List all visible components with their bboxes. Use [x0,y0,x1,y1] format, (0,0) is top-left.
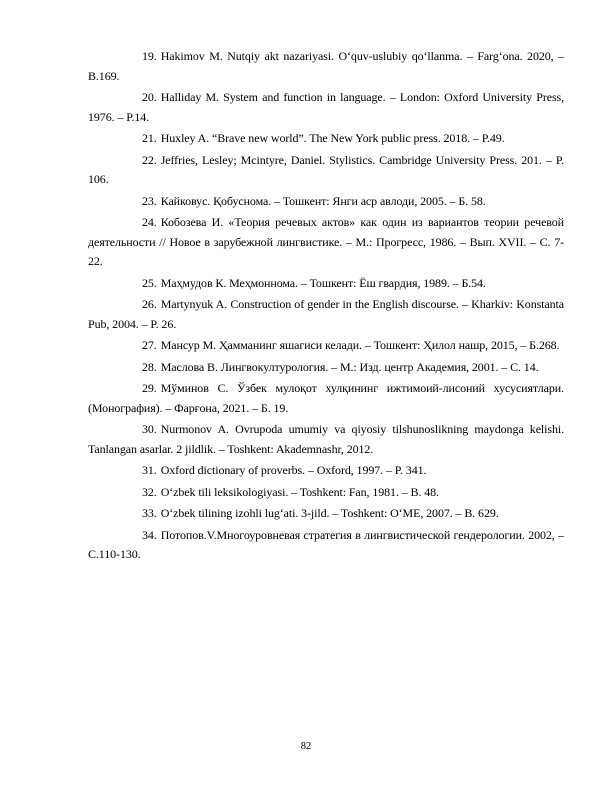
reference-text: Jeffries, Lesley; Mcintyre, Daniel. Stylistics. Cambridge University Press. 201. – P. 106. [88,152,564,186]
reference-number: 19. [142,49,157,63]
reference-text: Мўминов С. Ўзбек мулоқот хулқининг ижтимоий-лисоний хусусиятлари. (Монография). – Фарғона, 2021. – Б. 19. [88,381,564,415]
reference-text: O‘zbek tili leksikologiyasi. – Toshkent: Fan, 1981. – B. 48. [160,484,439,499]
reference-number: 34. [142,527,157,542]
reference-item [88,192,564,212]
reference-number: 26. [142,297,157,311]
reference-text: Martynyuk A. Construction of gender in the English discourse. – Kharkiv: Konstanta Pub, 2004. – P. 26. [88,297,564,331]
reference-text: Маслова В. Лингвокултурология. – М.: Изд. центр Академия, 2001. – С. 14. [160,359,539,374]
reference-item [88,47,564,86]
reference-number: 27. [142,338,157,352]
reference-item [88,526,564,565]
page-number: 82 [300,741,312,752]
reference-item [88,151,564,190]
reference-text: Nurmonov A. Ovrupoda umumiy va qiyosiy tilshunoslikning maydonga kelishi. Tanlangan asarlar. 2 jildlik. – Toshkent: Akademnashr, 2012. [88,422,564,456]
reference-item [88,295,564,334]
reference-number: 29. [142,381,157,395]
reference-item [88,358,564,378]
reference-item [88,274,564,294]
reference-number: 22. [142,152,157,167]
reference-list [88,47,564,567]
reference-item [88,129,564,149]
reference-text: Потопов.V.Многоуровневая стратегия в лингвистической гендерологии. 2002, – С.110-130. [88,527,564,561]
reference-text: Кайковус. Қобуснома. – Тошкент: Янги аср авлоди, 2005. – Б. 58. [160,193,486,208]
reference-item [88,213,564,272]
reference-number: 25. [142,275,157,290]
reference-number: 32. [142,484,157,499]
reference-item [88,461,564,481]
reference-number: 20. [142,90,157,104]
reference-number: 21. [142,131,157,145]
reference-text: Мансур М. Ҳамманинг яшагиси келади. – Тошкент: Ҳилол нашр, 2015, – Б.268. [160,338,560,352]
reference-text: Hakimov M. Nutqiy akt nazariyasi. O‘quv-uslubiy qo‘llanma. – Farg‘ona. 2020, –B.169. [88,49,564,83]
reference-text: Oxford dictionary of proverbs. – Oxford, 1997. – P. 341. [160,463,427,477]
reference-number: 23. [142,193,157,208]
reference-number: 28. [142,359,157,374]
reference-item [88,379,564,418]
reference-text: Huxley A. “Brave new world”. The New York public press. 2018. – P.49. [160,131,505,145]
reference-text: O‘zbek tilining izohli lug‘ati. 3-jild. – Toshkent: O‘ME, 2007. – B. 629. [160,506,499,520]
reference-text: Маҳмудов К. Меҳмоннома. – Тошкент: Ёш гвардия, 1989. – Б.54. [160,275,486,290]
reference-text: Halliday M. System and function in language. – London: Oxford University Press, 1976. – P.14. [88,90,564,124]
reference-item [88,336,564,356]
reference-item [88,483,564,503]
reference-number: 30. [142,422,157,436]
reference-number: 31. [142,463,157,477]
reference-text: Кобозева И. «Теория речевых актов» как один из вариантов теории речевой деятельности // Новое в зарубежной лингвистике. – М.: Прогресс, 1986. – Вып. XVII. – С. 7-22. [88,215,564,268]
reference-item [88,420,564,459]
reference-item [88,88,564,127]
reference-item [88,504,564,524]
reference-number: 24. [142,215,157,229]
reference-number: 33. [142,506,157,520]
